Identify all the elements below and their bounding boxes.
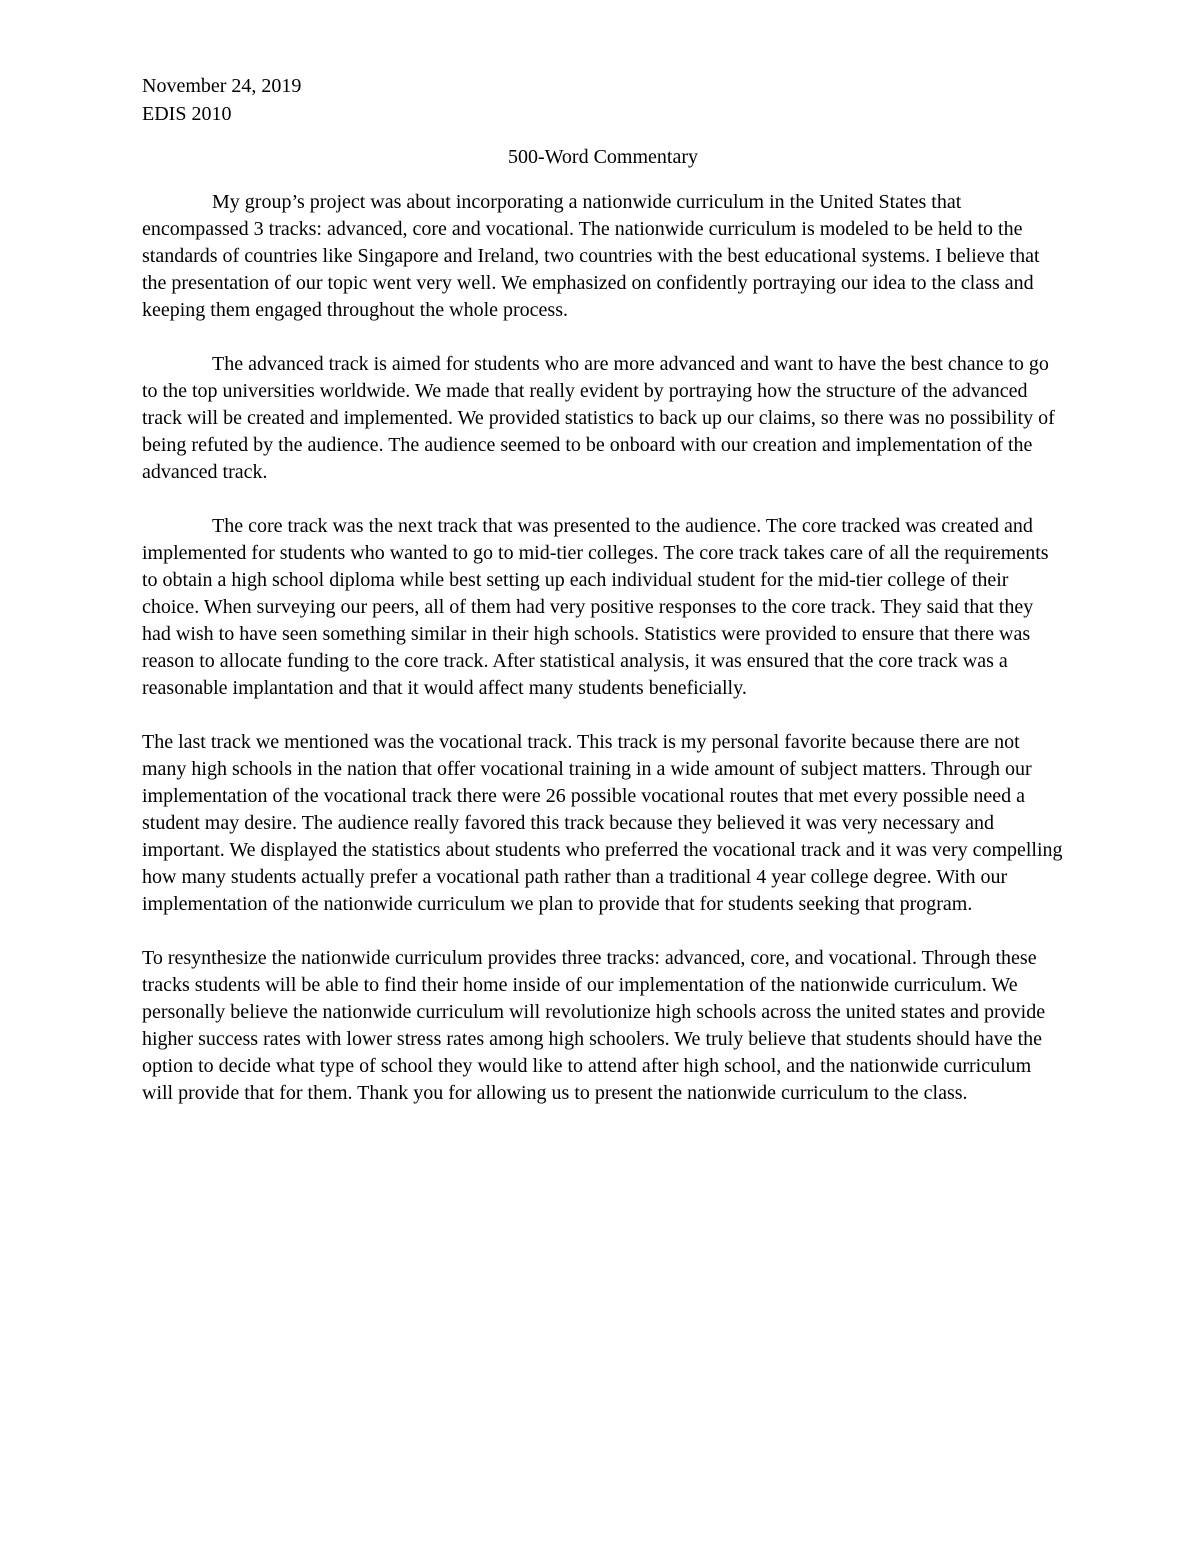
- paragraph-core-track: The core track was the next track that was presented to the audience. The core tracked was created and implemented for students who wanted to go to mid-tier colleges. The core track takes care of all the requirements to obtain a high school diploma while best setting up each individual student for the mid-tier college of their choice. When surveying our peers, all of them had very positive responses to the core track. They said that they had wish to have seen something similar in their high schools. Statistics were provided to ensure that there was reason to allocate funding to the core track. After statistical analysis, it was ensured that the core track was a reasonable implantation and that it would affect many students beneficially.: [142, 515, 1049, 699]
- paragraph-intro: My group’s project was about incorporating a nationwide curriculum in the United States that encompassed 3 tracks: advanced, core and vocational. The nationwide curriculum is modeled to be held to the standards of countries like Singapore and Ireland, two countries with the best educational systems. I believe that the presentation of our topic went very well. We emphasized on confidently portraying our idea to the class and keeping them engaged throughout the whole process.: [142, 191, 1040, 321]
- paragraph-advanced-track: The advanced track is aimed for students who are more advanced and want to have the best chance to go to the top universities worldwide. We made that really evident by portraying how the structure of the advanced track will be created and implemented. We provided statistics to back up our claims, so there was no possibility of being refuted by the audience. The audience seemed to be onboard with our creation and implementation of the advanced track.: [142, 353, 1055, 483]
- document-date: November 24, 2019: [142, 75, 302, 97]
- paragraph-conclusion: To resynthesize the nationwide curriculum provides three tracks: advanced, core, and vocational. Through these tracks students will be able to find their home inside of our implementation of the nationwide curriculum. We personally believe the nationwide curriculum will revolutionize high schools across the united states and provide higher success rates with lower stress rates among high schoolers. We truly believe that students should have the option to decide what type of school they would like to attend after high school, and the nationwide curriculum will provide that for them. Thank you for allowing us to present the nationwide curriculum to the class.: [142, 947, 1046, 1104]
- document-title: 500-Word Commentary: [507, 146, 699, 168]
- paragraph-vocational-track: The last track we mentioned was the vocational track. This track is my personal favorite because there are not many high schools in the nation that offer vocational training in a wide amount of subject matters. Through our implementation of the vocational track there were 26 possible vocational routes that met every possible need a student may desire. The audience really favored this track because they believed it was very necessary and important. We displayed the statistics about students who preferred the vocational track and it was very compelling how many students actually prefer a vocational path rather than a traditional 4 year college degree. With our implementation of the nationwide curriculum we plan to provide that for students seeking that program.: [142, 731, 1063, 915]
- course-code: EDIS 2010: [142, 103, 232, 125]
- document-body: [142, 72, 1064, 1134]
